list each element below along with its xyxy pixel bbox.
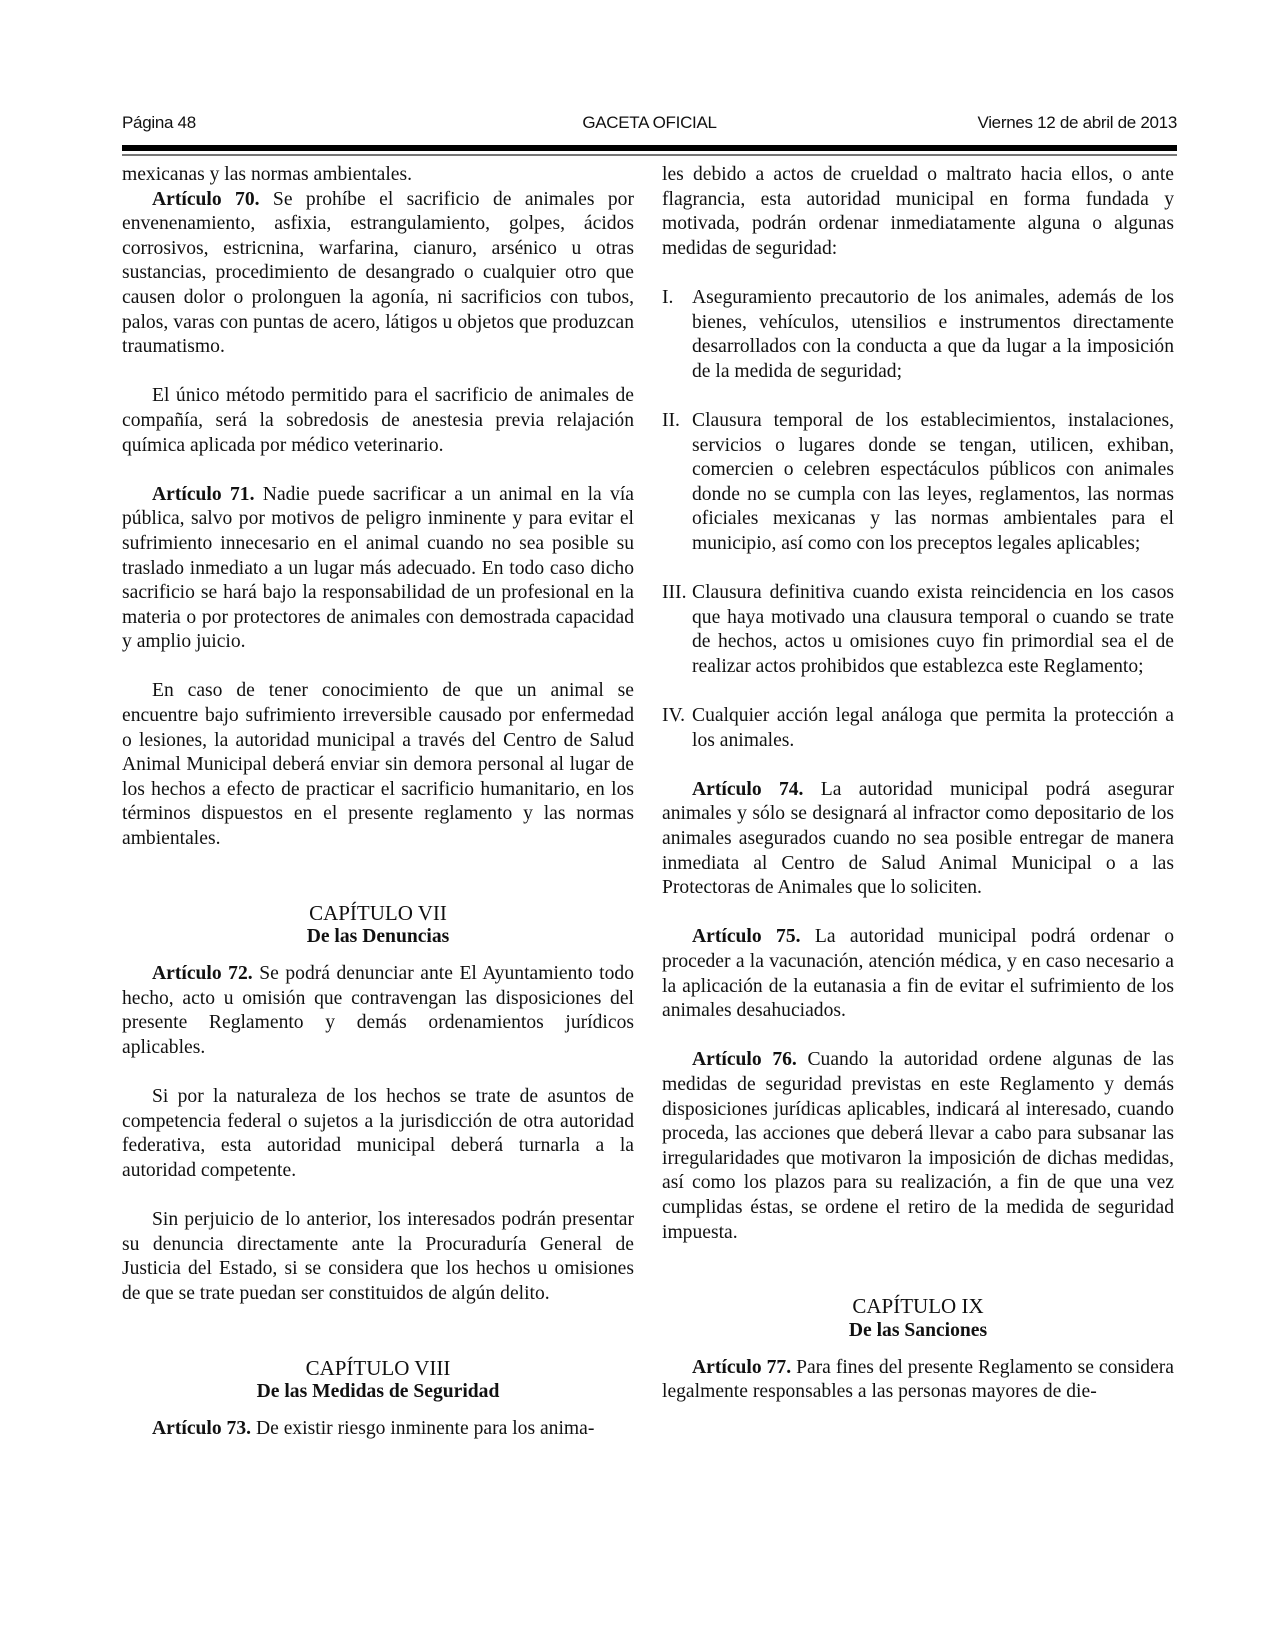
page-number: Página 48 xyxy=(122,113,196,132)
list-item: III. Clausura definitiva cuando exista reincidencia en los casos que haya motivado una clausura temporal o cuando se trate de hechos, actos u omisiones cuyo fin primordial sea el de realizar actos prohibidos que establezca este Reglamento; xyxy=(662,582,1174,677)
list-item: I. Aseguramiento precautorio de los animales, además de los bienes, vehículos, utensilios e instrumentos directamente desarrollados con la conducta a que da lugar a la imposición de la medida de seguridad; xyxy=(662,286,1174,382)
left-column xyxy=(122,163,634,1441)
paragraph: Sin perjuicio de lo anterior, los interesados podrán presentar su denuncia directamente ante la Procuraduría General de Justicia del Estado, si se considera que los hechos u omisiones de que se trate puedan ser constituidos de algún delito. xyxy=(122,1208,634,1304)
chapter-number: CAPÍTULO VII xyxy=(309,900,447,925)
chapter-title: De las Denuncias xyxy=(306,926,450,948)
right-column xyxy=(662,163,1174,1405)
article-label: Artículo 77. xyxy=(692,1356,792,1378)
article-77: Artículo 77. Para fines del presente Reglamento se considera legalmente responsables a las personas mayores de die- xyxy=(662,1356,1174,1403)
article-label: Artículo 71. xyxy=(152,483,255,505)
article-label: Artículo 70. xyxy=(152,188,260,210)
list-item: IV. Cualquier acción legal análoga que permita la protección a los animales. xyxy=(662,705,1174,751)
paragraph: El único método permitido para el sacrificio de animales de compañía, será la sobredosis de anestesia previa relajación química aplicada por médico veterinario. xyxy=(122,385,634,456)
article-73: Artículo 73. De existir riesgo inminente para los anima- xyxy=(152,1417,595,1439)
publication-title: GACETA OFICIAL xyxy=(582,113,717,132)
page-header xyxy=(122,113,1177,137)
list-numeral: III. xyxy=(662,582,687,604)
article-label: Artículo 74. xyxy=(692,778,804,800)
chapter-title: De las Sanciones xyxy=(848,1319,988,1341)
article-70: Artículo 70. Se prohíbe el sacrificio de animales por envenenamiento, asfixia, estrangulamiento, golpes, ácidos corrosivos, estricnina, warfarina, cianuro, arsénico u otras sustancias, procedimiento de desangrado o cualquier otro que causen dolor o prolonguen la agonía, ni sacrificios con tubos, palos, varas con puntas de acero, látigos u objetos que produzcan traumatismo. xyxy=(122,188,634,358)
article-71: Artículo 71. Nadie puede sacrificar a un animal en la vía pública, salvo por motivos de peligro inminente y para evitar el sufrimiento innecesario en el animal cuando no sea posible su traslado inmediato a un lugar más adecuado. En todo caso dicho sacrificio se hará bajo la responsabilidad de un profesional en la materia o por protectores de animales con demostrada capacidad y amplio juicio. xyxy=(122,483,634,653)
list-numeral: I. xyxy=(662,286,674,308)
header-rule-thick xyxy=(122,145,1177,151)
header-rule-thin xyxy=(122,154,1177,156)
list-item: II. Clausura temporal de los establecimientos, instalaciones, servicios o lugares donde se tengan, utilicen, exhiban, comercien o celebren espectáculos públicos con animales donde no se cumpla con las leyes, reglamentos, las normas oficiales mexicanas y las normas ambientales para el municipio, así como con los preceptos legales aplicables; xyxy=(662,409,1174,554)
chapter-number: CAPÍTULO IX xyxy=(852,1294,984,1319)
article-label: Artículo 75. xyxy=(692,926,801,948)
list-numeral: IV. xyxy=(662,705,686,727)
article-label: Artículo 76. xyxy=(692,1049,797,1071)
article-label: Artículo 72. xyxy=(152,963,253,984)
chapter-number: CAPÍTULO VIII xyxy=(305,1355,451,1380)
paragraph: les debido a actos de crueldad o maltrato hacia ellos, o ante flagrancia, esta autoridad municipal en forma fundada y motivada, podrán ordenar inmediatamente alguna o algunas medidas de seguridad: xyxy=(662,164,1174,259)
paragraph: mexicanas y las normas ambientales. xyxy=(122,164,413,185)
paragraph: En caso de tener conocimiento de que un animal se encuentre bajo sufrimiento irreversible causado por enfermedad o lesiones, la autoridad municipal a través del Centro de Salud Animal Municipal deberá enviar sin demora personal al lugar de los hechos a efecto de practicar el sacrificio humanitario, en los términos dispuestos en el presente reglamento y las normas ambientales. xyxy=(122,680,634,850)
article-75: Artículo 75. La autoridad municipal podrá ordenar o proceder a la vacunación, atención médica, y en caso necesario a la aplicación de la eutanasia a fin de evitar el sufrimiento de los animales desahuciados. xyxy=(662,926,1174,1022)
list-numeral: II. xyxy=(662,409,680,431)
chapter-heading-ix xyxy=(662,1294,1174,1343)
chapter-heading-viii xyxy=(122,1356,634,1405)
article-72: Artículo 72. Se podrá denunciar ante El Ayuntamiento todo hecho, acto u omisión que contravengan las disposiciones del presente Reglamento y demás ordenamientos jurídicos aplicables. xyxy=(122,963,634,1058)
chapter-heading-vii xyxy=(122,901,634,950)
paragraph: Si por la naturaleza de los hechos se trate de asuntos de competencia federal o sujetos a la jurisdicción de otra autoridad federativa, esta autoridad municipal deberá turnarla a la autoridad competente. xyxy=(122,1085,634,1181)
article-76: Artículo 76. Cuando la autoridad ordene algunas de las medidas de seguridad previstas en este Reglamento y demás disposiciones jurídicas aplicables, indicará al interesado, cuando proceda, las acciones que deberá llevar a cabo para subsanar las irregularidades que motivaron la imposición de dichas medidas, así como los plazos para su realización, a fin de que una vez cumplidas éstas, se ordene el retiro de la medida de seguridad impuesta. xyxy=(662,1049,1174,1243)
article-label: Artículo 73. xyxy=(152,1417,252,1439)
article-74: Artículo 74. La autoridad municipal podrá asegurar animales y sólo se designará al infractor como depositario de los animales asegurados cuando no sea posible entregar de manera inmediata al Centro de Salud Animal Municipal o a las Protectoras de Animales que lo soliciten. xyxy=(662,778,1174,899)
publication-date: Viernes 12 de abril de 2013 xyxy=(977,113,1177,132)
chapter-title: De las Medidas de Seguridad xyxy=(256,1381,500,1403)
